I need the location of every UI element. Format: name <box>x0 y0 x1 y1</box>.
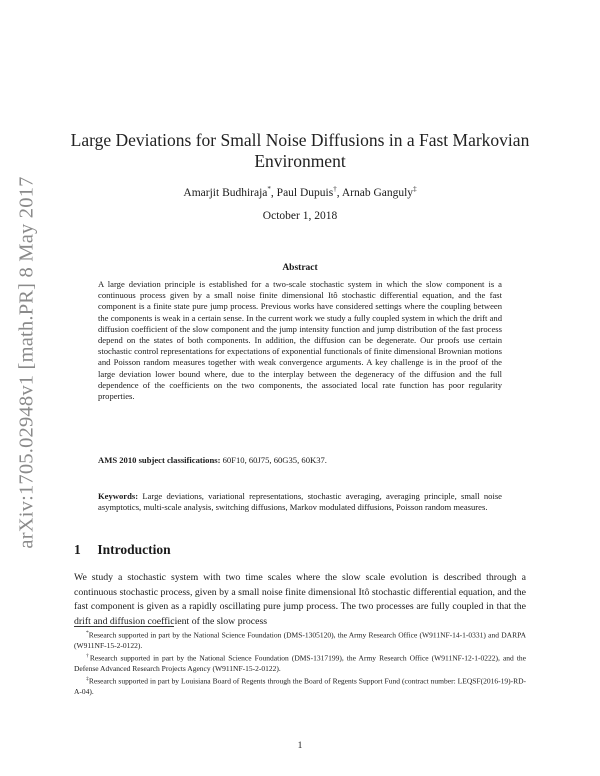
paper-date: October 1, 2018 <box>262 210 338 222</box>
footnote-mark: ‡ <box>86 676 89 683</box>
footnote-rule <box>74 626 174 627</box>
footnotes <box>74 628 526 697</box>
keywords-label: Keywords: <box>98 491 139 501</box>
author-name: Amarjit Budhiraja <box>183 186 268 199</box>
section-title: Introduction <box>97 542 171 557</box>
footnote-text: Research supported in part by Louisiana Board of Regents through the Board of Regents Support Fund (contract number: LEQSF(2016-19)-RD-A-04). <box>74 676 527 696</box>
arxiv-identifier <box>12 176 42 548</box>
footnote <box>74 674 526 697</box>
author-list: Amarjit Budhiraja*, Paul Dupuis†, Arnab Ganguly‡ <box>183 185 417 199</box>
footnote <box>74 651 526 674</box>
footnote-text: Research supported in part by the National Science Foundation (DMS-1317199), the Army Research Office (W911NF-12-1-0222), and the Defense Advanced Research Projects Agency (W911NF-15-2-0122). <box>74 653 526 673</box>
author-footnote-mark: † <box>333 185 337 193</box>
paper-title: Large Deviations for Small Noise Diffusions in a Fast Markovian Environment <box>70 130 530 171</box>
footnote-mark: * <box>86 630 89 636</box>
abstract-text: A large deviation principle is established for a two-scale stochastic system in which the slow component is a continuous process given by a small noise finite dimensional Itô stochastic differential equation, and the fast component is a finite state pure jump process. Previous works have considered settings where the coupling between the components is weak in a certain sense. In the current work we study a fully coupled system in which the drift and diffusion coefficient of the slow component and the jump intensity function and jump distribution of the fast process depend on the states of both components. In addition, the diffusion can be degenerate. Our proofs use certain stochastic control representations for expectations of exponential functionals of finite dimensional Brownian motions and Poisson random measures together with weak convergence arguments. A key challenge is in the proof of the large deviation lower bound where, due to the interplay between the degeneracy of the diffusion and the full dependence of the coefficients on the two components, the associated local rate function has poor regularity properties. <box>98 279 502 402</box>
intro-paragraph: We study a stochastic system with two time scales where the slow scale evolution is described through a continuous stochastic process, given by a small noise finite dimensional Itô stochastic differential equation, and the fast component is given as a rapidly oscillating pure jump process. The two processes are fully coupled in that the drift and diffusion coefficient of the slow process <box>74 572 526 627</box>
section-number: 1 <box>74 542 81 557</box>
ams-label: AMS 2010 subject classifications: <box>98 455 221 465</box>
author-footnote-mark: ‡ <box>413 185 417 193</box>
author-name: Arnab Ganguly <box>341 186 414 199</box>
ams-value: 60F10, 60J75, 60G35, 60K37. <box>222 455 327 465</box>
keywords <box>98 491 502 513</box>
footnote-text: Research supported in part by the National Science Foundation (DMS-1305120), the Army Research Office (W911NF-14-1-0331) and DARPA (W911NF-15-2-0122). <box>74 630 526 650</box>
section-heading <box>74 542 171 558</box>
author-footnote-mark: * <box>267 185 271 193</box>
author-name: Paul Dupuis <box>276 186 334 199</box>
keywords-value: Large deviations, variational representations, stochastic averaging, averaging principle, small noise asymptotics, multi-scale analysis, switching diffusions, Markov modulated diffusions, Poisson random measures. <box>98 491 502 513</box>
arxiv-identifier-text: arXiv:1705.02948v1 [math.PR] 8 May 2017 <box>15 175 38 549</box>
abstract-heading: Abstract <box>282 263 318 273</box>
page-number: 1 <box>297 741 303 751</box>
footnote <box>74 628 526 651</box>
footnote-mark: † <box>86 653 90 660</box>
ams-classification <box>98 455 502 465</box>
